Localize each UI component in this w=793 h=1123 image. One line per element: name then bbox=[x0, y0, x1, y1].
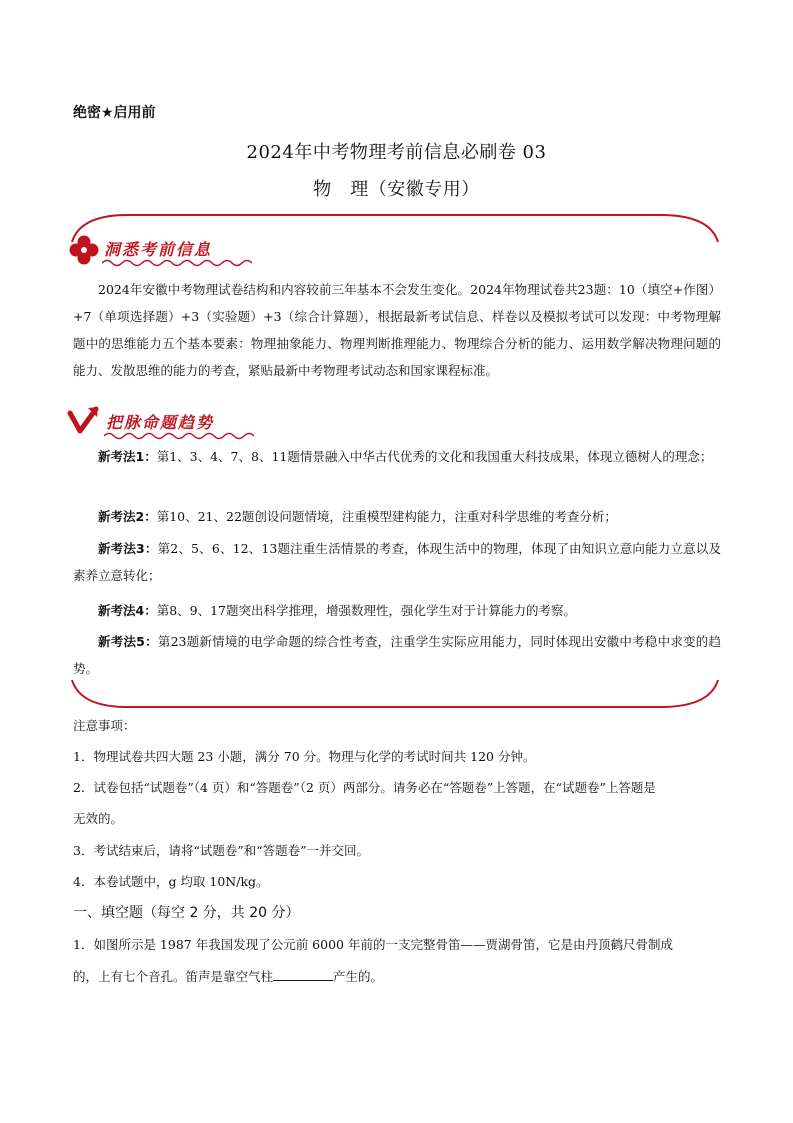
trend-item bbox=[73, 597, 721, 624]
trend-item-text: 第23题新情境的电学命题的综合性考查，注重学生实际应用能力，同时体现出安徽中考稳中求变的趋势。 bbox=[73, 634, 721, 676]
trend-item bbox=[73, 503, 721, 530]
trend-item-label: 新考法5： bbox=[98, 634, 158, 649]
notes-heading: 注意事项： bbox=[73, 718, 136, 733]
section-one-heading: 一、填空题（每空 2 分，共 20 分） bbox=[73, 905, 300, 921]
note-item: 无效的。 bbox=[73, 811, 124, 826]
trend-item-label: 新考法2： bbox=[98, 509, 157, 524]
exam-title: 2024年中考物理考前信息必刷卷 03 bbox=[246, 142, 547, 163]
four-petal-flower-icon bbox=[68, 234, 100, 266]
exam-subtitle: 物 理（安徽专用） bbox=[313, 179, 480, 200]
question-1-text-after-blank: 产生的。 bbox=[333, 969, 384, 984]
trend-item bbox=[73, 535, 721, 589]
trend-arrow-icon bbox=[66, 403, 102, 439]
trend-item bbox=[73, 628, 721, 682]
note-item: 2．试卷包括“试题卷”（4 页）和“答题卷”（2 页）两部分。请务必在“答题卷”上答题，在“试题卷”上答题是 bbox=[73, 780, 656, 795]
trend-item-text: 第2、5、6、12、13题注重生活情景的考查，体现生活中的物理，体现了由知识立意向能力立意以及素养立意转化； bbox=[73, 541, 721, 583]
trend-item-text: 第1、3、4、7、8、11题情景融入中华古代优秀的文化和我国重大科技成果，体现立德树人的理念； bbox=[156, 449, 713, 464]
note-item: 3．考试结束后，请将“试题卷”和“答题卷”一并交回。 bbox=[73, 843, 370, 858]
trend-item-text: 第10、21、22题创设问题情境，注重模型建构能力，注重对科学思维的考查分析； bbox=[156, 509, 617, 524]
section-title-trend: 把脉命题趋势 bbox=[106, 413, 215, 432]
wavy-underline bbox=[104, 431, 254, 441]
trend-item-label: 新考法1： bbox=[98, 449, 157, 464]
note-item: 1．物理试卷共四大题 23 小题，满分 70 分。物理与化学的考试时间共 120 分钟。 bbox=[73, 749, 536, 764]
section-title-exam-info: 洞悉考前信息 bbox=[104, 240, 213, 259]
trend-item-label: 新考法3： bbox=[98, 541, 158, 556]
trend-item-label: 新考法4： bbox=[98, 603, 157, 618]
trend-item bbox=[73, 443, 721, 470]
question-1-line-2 bbox=[73, 966, 383, 987]
wavy-underline bbox=[102, 258, 252, 268]
confidential-label: 绝密★启用前 bbox=[73, 105, 156, 121]
note-item: 4．本卷试题中，g 均取 10N/kg。 bbox=[73, 874, 269, 889]
question-1-line-1: 1．如图所示是 1987 年我国发现了公元前 6000 年前的一支完整骨笛——贾湖骨笛，它是由丹顶鹤尺骨制成 bbox=[73, 937, 673, 952]
question-1-text-before-blank: 的，上有七个音孔。笛声是靠空气柱 bbox=[73, 969, 274, 984]
answer-blank[interactable] bbox=[273, 966, 333, 981]
exam-info-paragraph: 2024年安徽中考物理试卷结构和内容较前三年基本不会发生变化。2024年物理试卷共23题：10（填空+作图）+7（单项选择题）+3（实验题）+3（综合计算题），根据最新考试信息、样卷以及模拟考试可以发现：中考物理解题中的思维能力五个基本要素：物理抽象能力、物理判断推理能力、物理综合分析的能力、运用数学解决物理问题的能力、发散思维的能力的考查，紧贴最新中考物理考试动态和国家课程标准。 bbox=[73, 282, 721, 378]
trend-item-text: 第8、9、17题突出科学推理，增强数理性，强化学生对于计算能力的考察。 bbox=[156, 603, 577, 618]
